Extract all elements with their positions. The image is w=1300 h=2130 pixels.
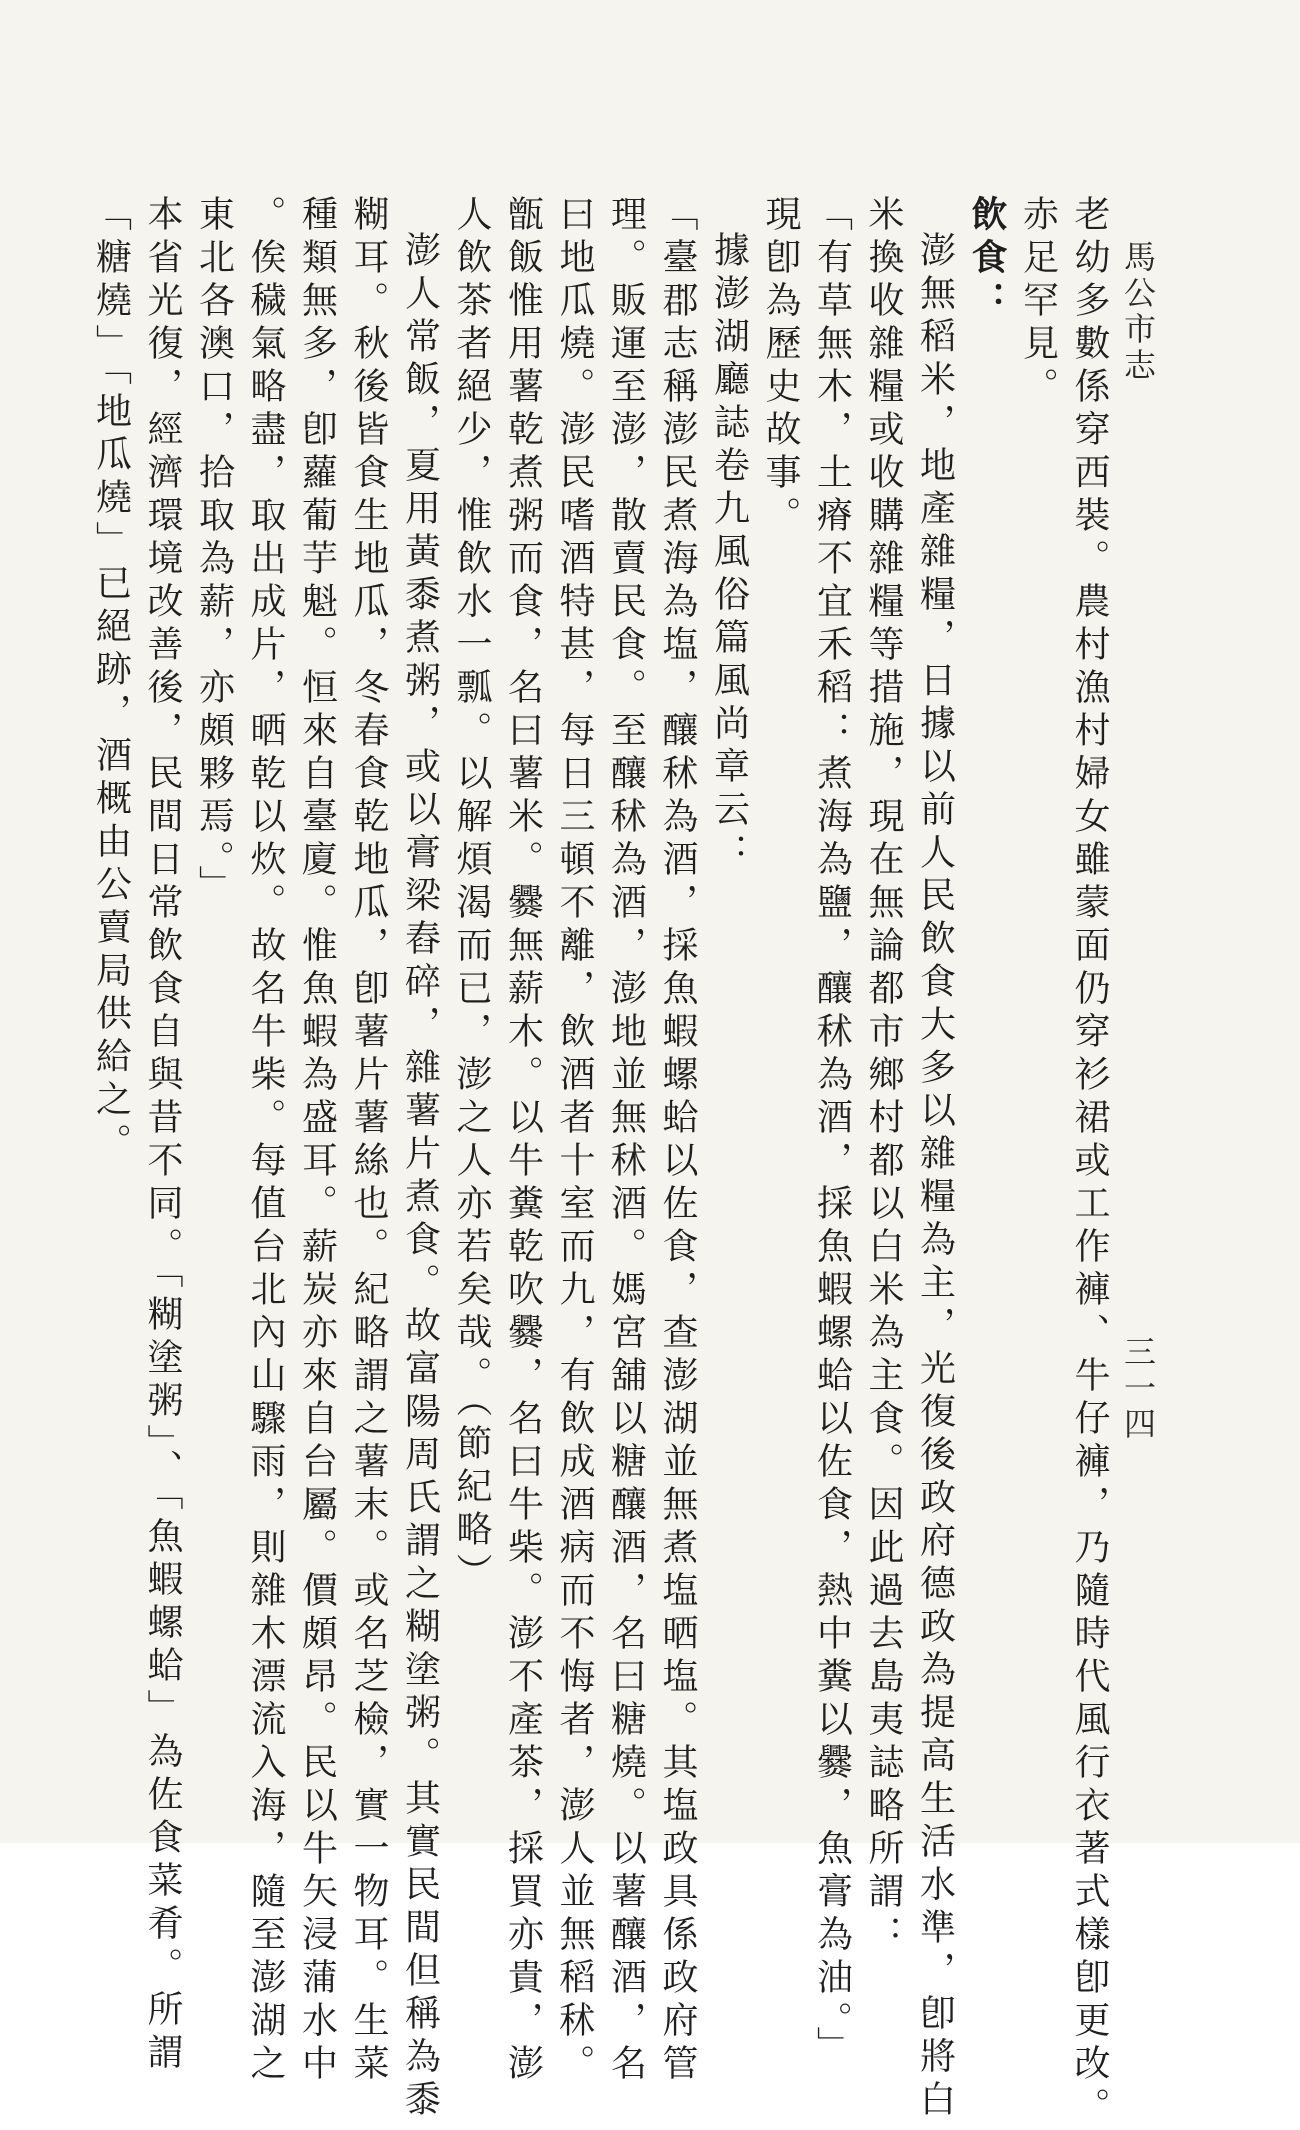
text-column: 「臺郡志稱澎民煮海為塩，釀秫為酒，採魚蝦螺蛤以佐食，查澎湖並無煮塩晒塩。其塩政具係政府管 (657, 195, 698, 2087)
text-column: 赤足罕見。 (1017, 195, 1059, 410)
text-column: 糊耳。秋後皆食生地瓜，冬春食乾地瓜，卽薯片薯絲也。紀略謂之薯末。或名芝檢，實一物耳。生菜 (348, 195, 389, 2087)
text-column: 人飲茶者絕少，惟飲水一瓢。以解煩渴而已，澎之人亦若矣哉。（節紀略） (451, 195, 492, 1596)
text-column: 澎人常飯，夏用黃黍煮粥，或以膏梁舂碎，雜薯片煮食。故富陽周氏謂之糊塗粥。其實民間但稱為黍 (399, 231, 441, 2123)
text-column: 澎無稻米，地產雜糧，日據以前人民飲食大多以雜糧為主，光復後政府德政為提高生活水準，卽將白 (914, 231, 956, 2123)
text-column: 東北各澳口，拾取為薪，亦頗夥焉。」 (193, 195, 235, 908)
text-column: 理。販運至澎，散賣民食。至釀秫為酒，澎地並無秫酒。媽宮舖以糖釀酒，名曰糖燒。以薯釀酒，名 (605, 195, 647, 2087)
text-column: 。俟穢氣略盡，取出成片，晒乾以炊。故名牛柴。每值台北內山驟雨，則雜木漂流入海，隨至澎湖之 (245, 195, 286, 2087)
text-column: 「糖燒」「地瓜燒」已絕跡，酒概由公賣局供給之。 (90, 195, 132, 1166)
text-column: 甑飯惟用薯乾煮粥而食，名曰薯米。爨無薪木。以牛糞乾吹爨，名曰牛柴。澎不產茶，採買亦貴，澎 (502, 195, 544, 2087)
text-column: 據澎湖廳誌卷九風俗篇風尚章云： (708, 231, 750, 876)
text-column: 老幼多數係穿西裝。農村漁村婦女雖蒙面仍穿衫裙或工作褲、牛仔褲，乃隨時代風行衣著式樣卽更改。 (1069, 195, 1110, 2130)
section-heading: 飲食： (966, 195, 1008, 324)
text-column: 種類無多，卽蘿葡芋魁。恒來自臺廈。惟魚蝦為盛耳。薪炭亦來自台屬。價頗昂。民以牛矢浸蒲水中 (296, 195, 338, 2087)
text-column: 現卽為歷史故事。 (760, 195, 801, 539)
text-column: 「有草無木，土瘠不宜禾稻：煮海為鹽，釀秫為酒，採魚蝦螺蛤以佐食，熱中糞以爨，魚膏為油。」 (811, 195, 853, 2069)
page-number: 三一四 (1119, 1335, 1157, 1443)
body-text (85, 195, 1115, 2130)
text-column: 本省光復，經濟環境改善後，民間日常飲食自與昔不同。「糊塗粥」、「魚蝦螺蛤」為佐食菜肴。所謂 (142, 195, 183, 2076)
page-header-title: 馬公市志 (1119, 240, 1157, 384)
text-column: 米換收雜糧或收購雜糧等措施，現在無論都市鄉村都以白米為主食。因此過去島夷誌略所謂： (863, 195, 904, 1958)
text-column: 曰地瓜燒。澎民嗜酒特甚，每日三頓不離，飲酒者十室而九，有飲成酒病而不悔者，澎人並無稻秫。 (554, 195, 595, 2087)
